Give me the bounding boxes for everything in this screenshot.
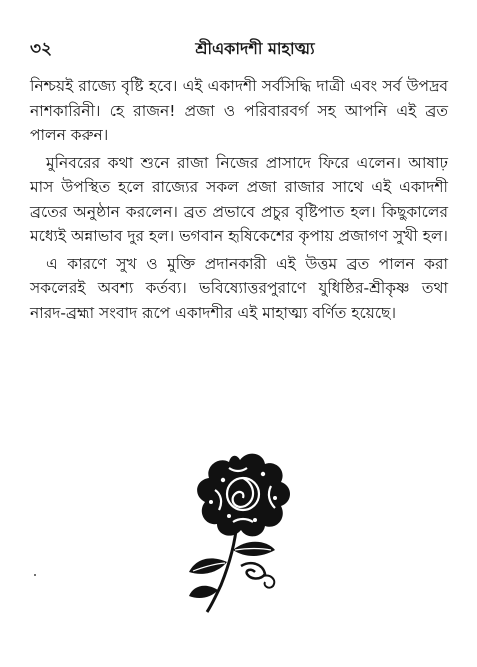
paragraph-1: নিশ্চয়ই রাজ্যে বৃষ্টি হবে। এই একাদশী সর্বসিদ্ধি দাত্রী এবং সর্ব উপদ্রব নাশকারিনী। হে রাজন! প্রজা ও পরিবারবর্গ সহ আপনি এই ব্রত পালন করুন। (30, 77, 448, 144)
running-title: শ্রীএকাদশী মাহাত্ম্য (195, 39, 315, 58)
page-number: ৩২ (30, 39, 53, 59)
flower-ornament-icon (185, 450, 295, 615)
paragraph-3: এ কারণে সুখ ও মুক্তি প্রদানকারী এই উত্তম ব্রত পালন করা সকলেরই অবশ্য কর্তব্য। ভবিষ্যোত্তরপুরাণে যুধিষ্ঠির-শ্রীকৃষ্ণ তথা নারদ-ব্রহ্মা সংবাদ রূপে একাদশীর এই মাহাত্ম্য বর্ণিত হয়েছে। (30, 254, 448, 322)
print-speck (34, 574, 36, 576)
body-text (30, 74, 448, 328)
page-header (30, 36, 450, 62)
paragraph-2: মুনিবরের কথা শুনে রাজা নিজের প্রাসাদে ফিরে এলেন। আষাঢ় মাস উপস্থিত হলে রাজ্যের সকল প্রজা রাজার সাথে এই একাদশী ব্রতের অনুষ্ঠান করলেন। ব্রত প্রভাবে প্রচুর বৃষ্টিপাত হল। কিছুকালের মধ্যেই অন্নাভাব দুর হল। ভগবান হৃষিকেশের কৃপায় প্রজাগণ সুখী হল। (30, 153, 448, 245)
